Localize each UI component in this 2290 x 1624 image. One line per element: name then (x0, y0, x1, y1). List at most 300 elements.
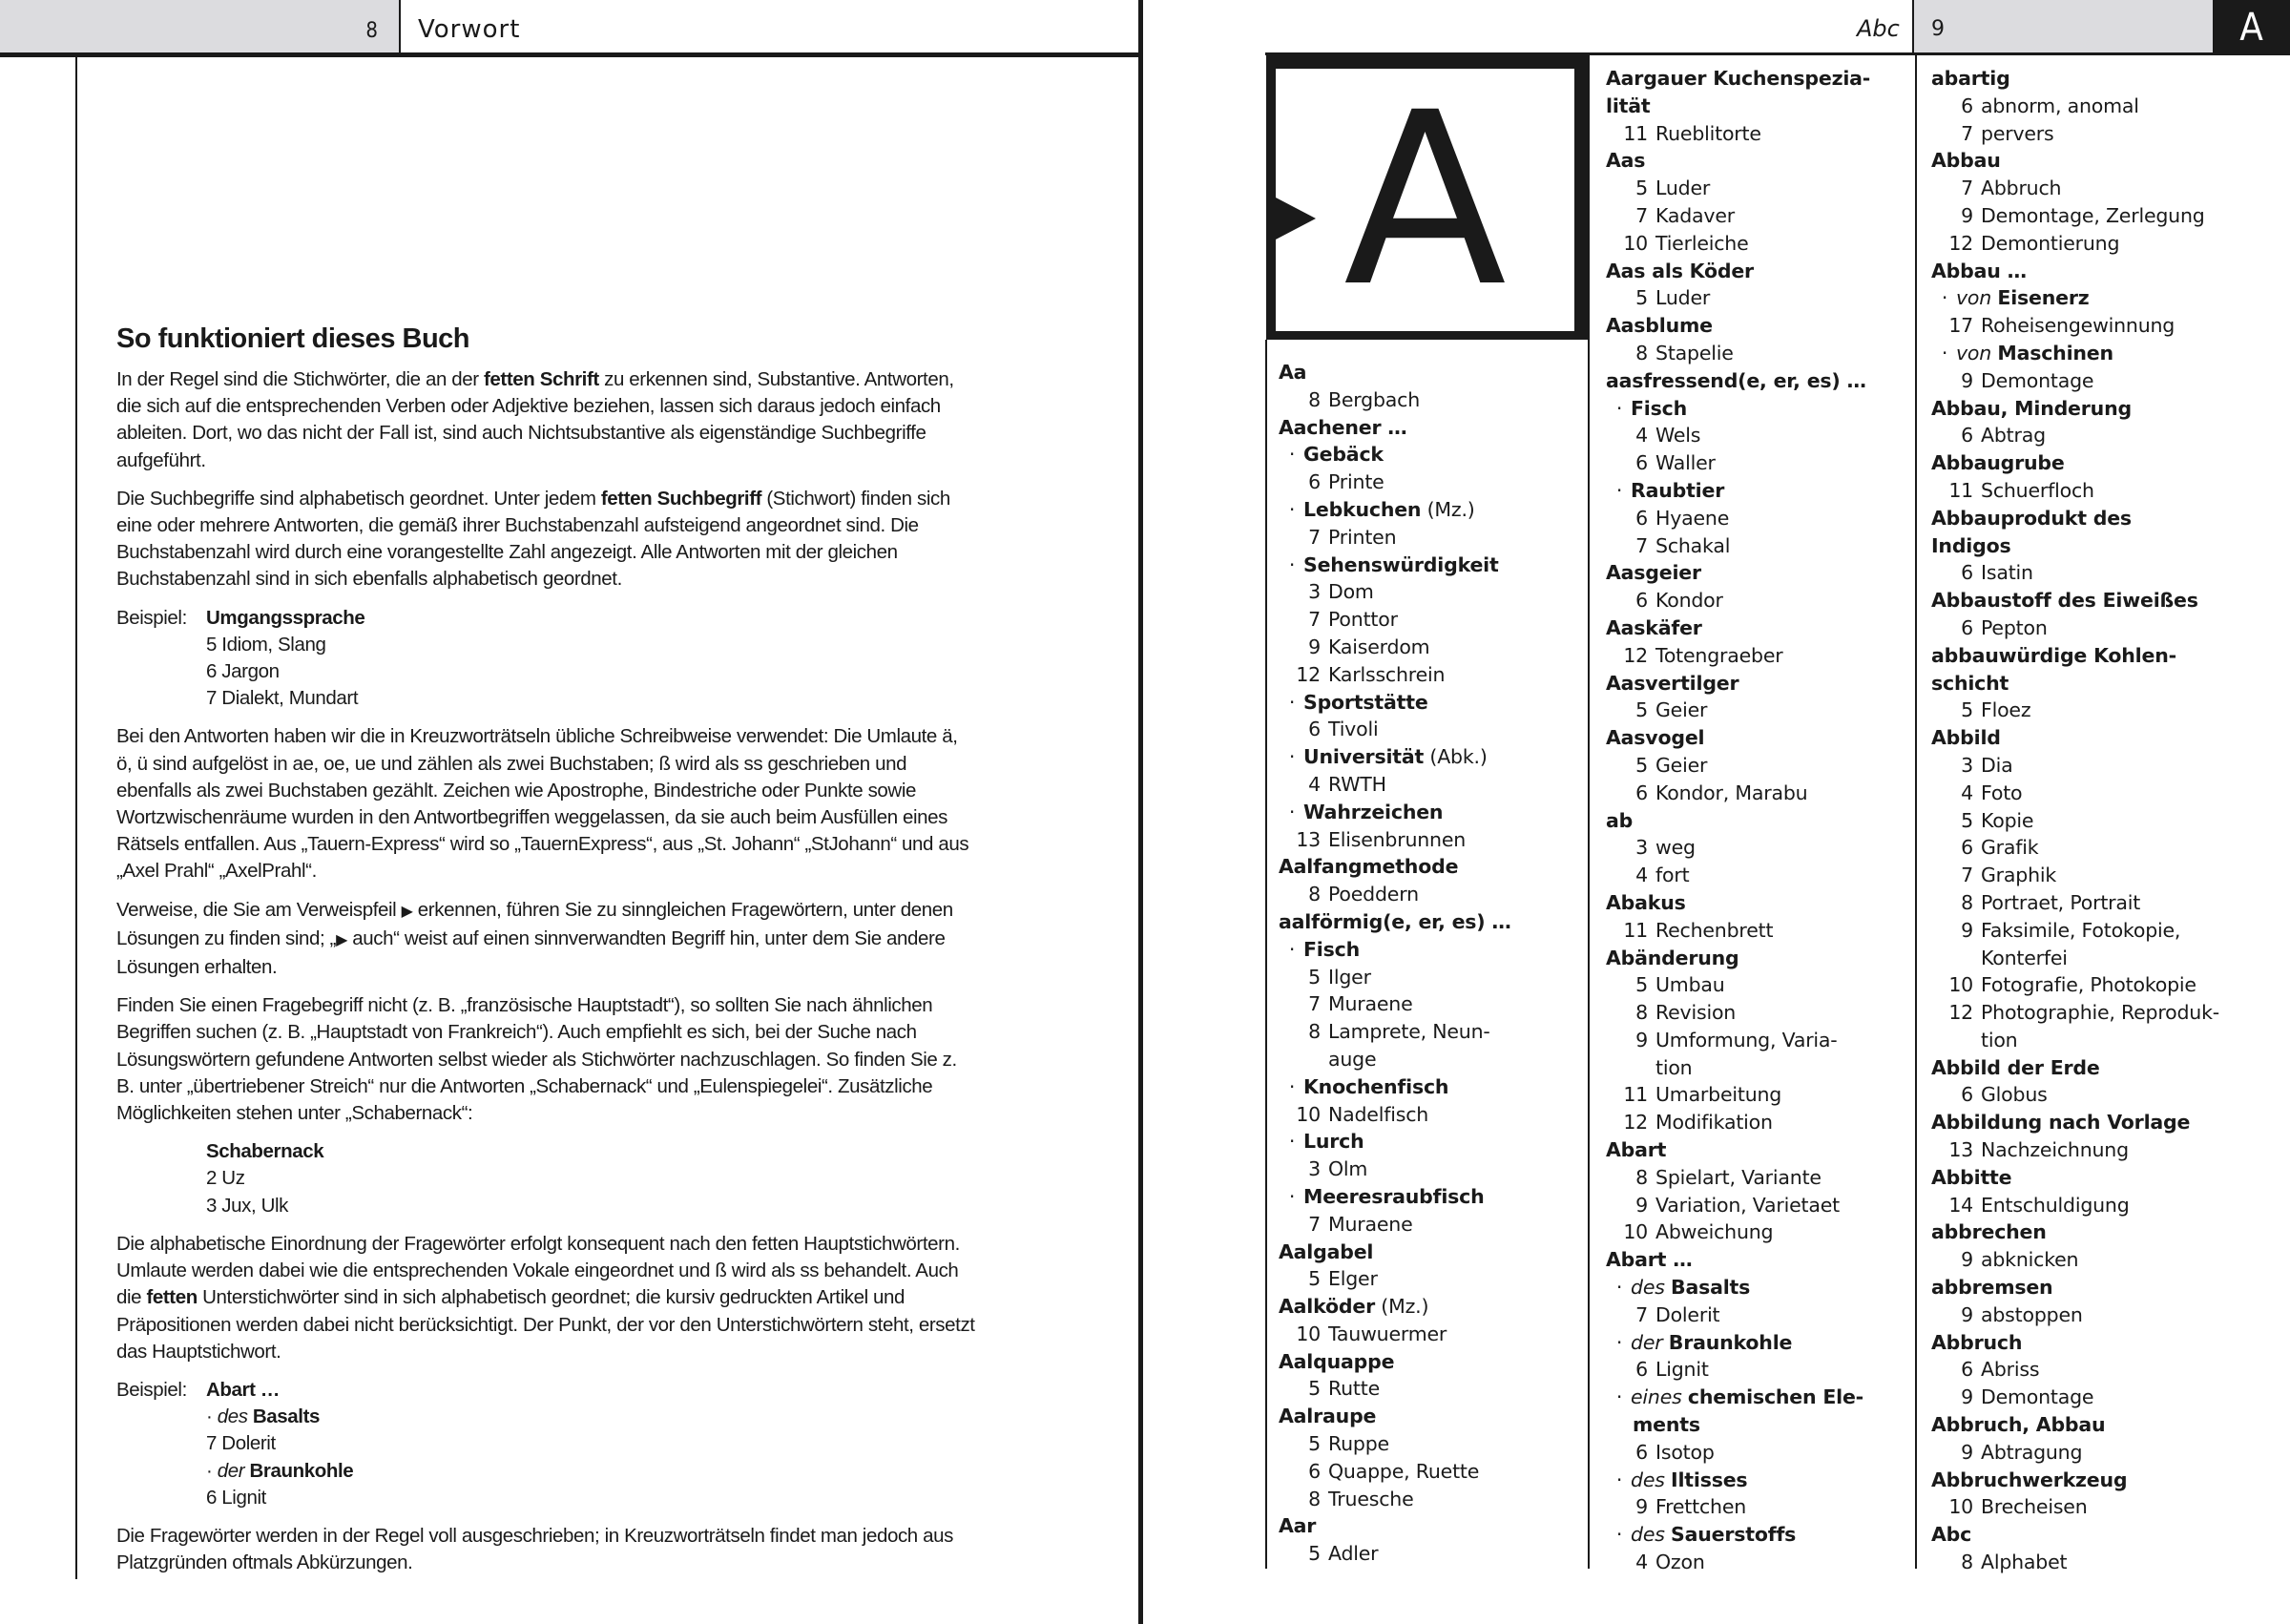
subentry (1931, 284, 2284, 312)
answer-line: Dolerit (1655, 1302, 1720, 1326)
answer-line: Isotop (1655, 1440, 1715, 1464)
subentry (1606, 395, 1911, 423)
letter-count: 4 (1961, 781, 1973, 804)
subentry (1606, 1274, 1911, 1301)
headword-text: Aaskäfer (1606, 615, 1702, 639)
headword (1606, 147, 1911, 175)
answer-words (1328, 771, 1584, 799)
answer-line: Karlsschrein (1328, 662, 1446, 686)
headword (1931, 587, 2284, 614)
subentry-term: Meeresraubfisch (1303, 1184, 1485, 1208)
example-answer: 2 Uz (206, 1167, 245, 1190)
headword-text: Abbruchwerkzeug (1931, 1468, 2128, 1491)
answer (1931, 752, 2284, 780)
headword-text: abbremsen (1931, 1276, 2053, 1300)
headword (1931, 258, 2284, 285)
answer-line: Ozon (1655, 1551, 1705, 1574)
answer-words (1328, 1156, 1584, 1183)
answer-words (1655, 202, 1911, 230)
answer-line: Quappe, Ruette (1328, 1459, 1480, 1483)
headword-text: lität (1606, 94, 1651, 117)
answer (1931, 834, 2284, 862)
answer (1931, 120, 2284, 148)
answer-words (1328, 826, 1584, 854)
subentry-term: Iltisses (1671, 1468, 1748, 1491)
bullet-icon: · (1615, 478, 1623, 502)
example-answer: 7 Dolerit (206, 1432, 276, 1455)
section-letter: A (1343, 61, 1508, 339)
bullet-icon: · (1615, 396, 1623, 420)
answer-words (1981, 1136, 2284, 1164)
answer-line: Frettchen (1655, 1495, 1747, 1519)
letter-count: 10 (1948, 1495, 1973, 1519)
subentry-term: ments (1633, 1413, 1700, 1437)
subentry (1279, 496, 1584, 524)
answer-words (1328, 964, 1584, 991)
letter-count: 5 (1635, 973, 1648, 997)
headword-text: Aalköder (1279, 1295, 1375, 1319)
letter-count: 9 (1308, 635, 1321, 658)
letter-count: 12 (1948, 1001, 1973, 1025)
article: von (1956, 286, 1998, 310)
dictionary-column-1 (1279, 359, 1584, 1568)
headword (1606, 945, 1911, 972)
example-answer: 3 Jux, Ulk (206, 1194, 288, 1217)
example-entry (206, 605, 364, 713)
answer-line: Abbruch (1981, 177, 2062, 200)
answer-line: Wels (1655, 424, 1701, 448)
subentry (1931, 340, 2284, 367)
answer-line: Bergbach (1328, 387, 1420, 411)
letter-count: 7 (1635, 1302, 1648, 1326)
answer-words (1655, 1081, 1911, 1109)
answer (1931, 862, 2284, 889)
subentry-term: Basalts (252, 1405, 321, 1428)
answer-line: Revision (1655, 1001, 1737, 1025)
letter-count: 9 (1961, 1302, 1973, 1326)
letter-count: 14 (1948, 1193, 1973, 1217)
answer-line: Foto (1981, 781, 2023, 804)
headword-text: Indigos (1931, 533, 2011, 557)
answer (1279, 1211, 1584, 1239)
letter-count: 6 (1961, 424, 1973, 448)
page-gutter (1138, 0, 1143, 1624)
answer (1279, 716, 1584, 743)
headword-text: Aas als Köder (1606, 259, 1754, 282)
letter-count: 5 (1635, 753, 1648, 777)
answer-line: Graphik (1981, 864, 2057, 887)
bullet-icon: · (1288, 443, 1296, 467)
headword-text: Aasblume (1606, 314, 1713, 338)
headword (1279, 1293, 1584, 1321)
answer-words (1655, 1164, 1911, 1192)
letter-count: 4 (1635, 424, 1648, 448)
answer-words (1981, 1493, 2284, 1521)
answer (1279, 964, 1584, 991)
answer-words (1981, 559, 2284, 587)
answer-line: Grafik (1981, 836, 2039, 860)
answer (1279, 1265, 1584, 1293)
answer-words (1981, 752, 2284, 780)
answer (1606, 422, 1911, 449)
example-answer: 7 Dialekt, Mundart (206, 687, 359, 710)
answer-line: Modifikation (1655, 1111, 1773, 1135)
answer-words (1655, 120, 1911, 148)
answer (1279, 1458, 1584, 1486)
answer (1931, 780, 2284, 807)
answer-words (1981, 999, 2284, 1054)
headword-text: Abbaustoff des Eiweißes (1931, 589, 2198, 613)
answer-line: weg (1655, 836, 1696, 860)
page-number-box (1914, 0, 2213, 53)
answer (1279, 1101, 1584, 1129)
answer-words (1655, 449, 1911, 477)
headword (1931, 724, 2284, 752)
headword-text: Abart (1606, 1138, 1667, 1162)
example-subentry (206, 1458, 353, 1485)
subentry-term: Fisch (1303, 937, 1360, 961)
answer (1606, 862, 1911, 889)
answer (1606, 1301, 1911, 1329)
subentry-note: (Mz.) (1421, 497, 1475, 521)
answer (1931, 1136, 2284, 1164)
page-number: 8 (365, 19, 378, 43)
page-number: 9 (1931, 17, 1945, 41)
answer-line: Waller (1655, 451, 1716, 475)
header-separator (399, 0, 401, 55)
letter-count: 6 (1635, 781, 1648, 804)
answer (1606, 1356, 1911, 1384)
answer (1606, 587, 1911, 614)
paragraph-7: Die Fragewörter werden in der Regel voll ausgeschrieben; in Kreuzworträtseln findet man jedoch aus Platzgründen oftmals Abkürzungen. (116, 1524, 953, 1574)
answer-line: Kadaver (1655, 203, 1735, 227)
answer (1931, 477, 2284, 505)
answer-words (1655, 999, 1911, 1027)
answer (1931, 1356, 2284, 1384)
letter-count: 4 (1308, 772, 1321, 796)
article: des (217, 1405, 253, 1428)
headword-text: abbauwürdige Kohlen- (1931, 643, 2176, 667)
headword (1931, 1521, 2284, 1549)
headword-text: Abbauprodukt des (1931, 506, 2132, 530)
letter-count: 7 (1308, 1212, 1321, 1236)
subentry (1606, 1467, 1911, 1494)
answer (1279, 990, 1584, 1018)
answer-line: Rutte (1328, 1377, 1381, 1401)
answer (1931, 1439, 2284, 1467)
headword (1279, 1239, 1584, 1266)
bullet-icon: · (1288, 937, 1296, 961)
answer (1606, 505, 1911, 532)
example-answer: 5 Idiom, Slang (206, 633, 326, 656)
headword-text: Aasvertilger (1606, 671, 1739, 695)
article: des (1631, 1276, 1672, 1300)
text-run: zu erkennen sind, Substantive. Antworten, die sich auf die entsprechenden Verben oder Adjektive beziehen, lassen sich daraus jedoch einfach ableiten. Dort, wo das nicht der Fall ist, sind auch Nichtsubstantive als eigenständige Suchbegriffe aufgeführt. (116, 368, 954, 471)
answer-line: Muraene (1328, 992, 1413, 1016)
letter-count: 13 (1296, 827, 1321, 851)
bold-term: fetten (146, 1286, 198, 1309)
answer (1606, 1027, 1911, 1082)
subentry-term: Lurch (1303, 1130, 1364, 1154)
letter-count: 6 (1308, 718, 1321, 741)
page-number-box (0, 0, 399, 53)
answer-line: Kondor (1655, 589, 1723, 613)
answer-words (1655, 340, 1911, 367)
answer (1279, 1018, 1584, 1073)
headword-note: (Mz.) (1374, 1295, 1429, 1319)
answer-words (1655, 1549, 1911, 1576)
headword-text: Abbildung nach Vorlage (1931, 1111, 2191, 1135)
answer (1606, 532, 1911, 560)
answer (1606, 340, 1911, 367)
answer-line: Demontierung (1981, 231, 2120, 255)
letter-count: 9 (1961, 1385, 1973, 1409)
letter-count: 5 (1961, 698, 1973, 722)
letter-count: 8 (1961, 1551, 1973, 1574)
letter-count: 8 (1308, 883, 1321, 906)
headword-text: aasfressend(e, er, es) … (1606, 368, 1866, 392)
letter-count: 10 (1948, 973, 1973, 997)
answer-words (1981, 1439, 2284, 1467)
article: des (1631, 1468, 1672, 1491)
answer-words (1328, 1101, 1584, 1129)
answer-words (1981, 422, 2284, 449)
headword (1931, 642, 2284, 697)
answer-words (1981, 1356, 2284, 1384)
letter-count: 12 (1623, 1111, 1648, 1135)
example-headword: Schabernack (206, 1140, 324, 1163)
letter-count: 7 (1308, 608, 1321, 632)
headword (1931, 1329, 2284, 1357)
answer-line: Dia (1981, 753, 2013, 777)
headword (1931, 1164, 2284, 1192)
answer (1606, 1493, 1911, 1521)
letter-count: 6 (1308, 1459, 1321, 1483)
answer-line: Hyaene (1655, 506, 1730, 530)
answer-line: Abriss (1981, 1358, 2040, 1382)
subentry (1279, 799, 1584, 826)
headword (1279, 908, 1584, 936)
answer (1931, 917, 2284, 972)
letter-count: 8 (1635, 1165, 1648, 1189)
letter-count: 11 (1948, 478, 1973, 502)
answer-words (1981, 367, 2284, 395)
answer-words (1328, 634, 1584, 661)
answer-words (1328, 468, 1584, 496)
example-label: Beispiel: (116, 606, 187, 629)
answer (1606, 1081, 1911, 1109)
headword-text: Abbruch, Abbau (1931, 1413, 2106, 1437)
letter-count: 8 (1961, 890, 1973, 914)
article: eines (1631, 1385, 1688, 1409)
answer (1279, 1540, 1584, 1568)
example-schabernack (206, 1138, 975, 1219)
answer-words (1981, 834, 2284, 862)
answer-line: pervers (1981, 121, 2054, 145)
answer-line: abstoppen (1981, 1302, 2083, 1326)
answer (1931, 999, 2284, 1054)
answer-line: Abtragung (1981, 1440, 2083, 1464)
answer-line: Elger (1328, 1267, 1378, 1291)
answer (1606, 449, 1911, 477)
answer (1931, 93, 2284, 120)
headword (1279, 1348, 1584, 1376)
letter-count: 17 (1948, 314, 1973, 338)
example-abart (116, 1377, 975, 1511)
headword (1931, 395, 2284, 423)
answer (1606, 230, 1911, 258)
headword-text: Abänderung (1606, 946, 1739, 969)
headword (1931, 1218, 2284, 1246)
answer-words (1655, 587, 1911, 614)
answer-line: RWTH (1328, 772, 1386, 796)
answer-words (1328, 578, 1584, 606)
article: der (1631, 1330, 1669, 1354)
headword (1606, 312, 1911, 340)
headword-text: Aasgeier (1606, 561, 1701, 585)
dictionary-column-2 (1606, 65, 1911, 1576)
letter-count: 6 (1308, 470, 1321, 494)
answer-words (1981, 477, 2284, 505)
answer (1606, 1218, 1911, 1246)
answer-line: Dom (1328, 580, 1374, 604)
answer-line: fort (1655, 864, 1690, 887)
answer (1279, 1486, 1584, 1513)
answer-words (1655, 1218, 1911, 1246)
running-head: Vorwort (418, 15, 521, 44)
answer-words (1655, 917, 1911, 945)
letter-count: 9 (1961, 203, 1973, 227)
answer-line: Roheisengewinnung (1981, 314, 2176, 338)
article: von (1956, 341, 1998, 364)
answer (1931, 697, 2284, 724)
answer (1279, 1430, 1584, 1458)
subentry (1279, 1183, 1584, 1211)
answer-words (1655, 1301, 1911, 1329)
answer-words (1328, 1540, 1584, 1568)
answer-line: tion (1655, 1055, 1693, 1079)
answer-words (1655, 532, 1911, 560)
letter-count: 7 (1961, 864, 1973, 887)
subentry (1279, 441, 1584, 468)
bullet-icon: · (1615, 1523, 1623, 1547)
answer-words (1981, 1246, 2284, 1274)
letter-count: 10 (1296, 1322, 1321, 1345)
answer (1606, 175, 1911, 202)
subentry (1606, 477, 1911, 505)
column-rule (1915, 54, 1917, 1569)
headword-text: Abart … (1606, 1248, 1693, 1272)
headword (1606, 367, 1911, 395)
subentry-term: Braunkohle (1668, 1330, 1793, 1354)
headword-text: Aalgabel (1279, 1239, 1374, 1263)
headword-text: Abbild der Erde (1931, 1055, 2100, 1079)
answer (1606, 1549, 1911, 1576)
letter-count: 12 (1296, 662, 1321, 686)
headword (1279, 1403, 1584, 1430)
letter-count: 10 (1623, 1220, 1648, 1244)
answer (1931, 889, 2284, 917)
answer-line: Ponttor (1328, 608, 1398, 632)
section-letter-box (1266, 54, 1588, 340)
headword (1931, 65, 2284, 93)
subentry (1606, 1329, 1911, 1357)
answer (1606, 284, 1911, 312)
example-headword: Umgangssprache (206, 606, 365, 629)
answer (1931, 1384, 2284, 1411)
answer-line: Faksimile, Fotokopie, (1981, 918, 2181, 942)
answer-words (1655, 1493, 1911, 1521)
answer-words (1328, 524, 1584, 552)
answer-words (1981, 780, 2284, 807)
answer-words (1655, 971, 1911, 999)
answer-line: Umformung, Varia- (1655, 1028, 1838, 1051)
answer-line: Olm (1328, 1157, 1368, 1181)
answer (1606, 917, 1911, 945)
letter-count: 6 (1635, 1440, 1648, 1464)
answer (1931, 1081, 2284, 1109)
subentry (1279, 1073, 1584, 1101)
answer-words (1981, 971, 2284, 999)
example-answer: 6 Lignit (206, 1486, 266, 1509)
text-run: Die Suchbegriffe sind alphabetisch geordnet. Unter jedem (116, 487, 601, 510)
letter-count: 6 (1635, 506, 1648, 530)
answer-line: Geier (1655, 698, 1708, 722)
subentry (1279, 552, 1584, 579)
headword-text: Aa (1279, 361, 1307, 384)
subentry-term: Eisenerz (1997, 286, 2090, 310)
letter-count: 6 (1961, 615, 1973, 639)
answer-line: Luder (1655, 286, 1711, 310)
example-answer: 6 Jargon (206, 660, 280, 683)
headword (1279, 853, 1584, 881)
answer-words (1655, 230, 1911, 258)
thumb-index-tab[interactable]: A (2213, 0, 2290, 55)
headword (1279, 359, 1584, 386)
answer-words (1655, 1027, 1911, 1082)
letter-count: 4 (1635, 864, 1648, 887)
answer-line: Globus (1981, 1083, 2048, 1107)
letter-count: 12 (1948, 231, 1973, 255)
headword-text: abartig (1931, 67, 2010, 90)
headword (1606, 724, 1911, 752)
subentry-term: Fisch (1631, 396, 1687, 420)
answer (1279, 881, 1584, 908)
letter-count: 6 (1961, 1358, 1973, 1382)
subentry-term: Gebäck (1303, 443, 1384, 467)
column-rule (1265, 340, 1267, 1569)
answer-words (1328, 1321, 1584, 1348)
letter-count: 10 (1296, 1102, 1321, 1126)
answer-line: Kaiserdom (1328, 635, 1430, 658)
answer-words (1981, 697, 2284, 724)
answer (1279, 1375, 1584, 1403)
answer-words (1981, 862, 2284, 889)
letter-count: 9 (1961, 1440, 1973, 1464)
letter-count: 5 (1961, 808, 1973, 832)
letter-count: 7 (1635, 203, 1648, 227)
answer (1931, 312, 2284, 340)
answer-line: Photographie, Reproduk- (1981, 1001, 2219, 1025)
headword-text: Aalquappe (1279, 1349, 1395, 1373)
answer-line: abnorm, anomal (1981, 94, 2139, 117)
answer-words (1981, 1192, 2284, 1219)
letter-count: 7 (1308, 992, 1321, 1016)
answer-words (1981, 202, 2284, 230)
headword (1606, 258, 1911, 285)
subentry-term: Basalts (1671, 1276, 1751, 1300)
bullet-icon: · (1288, 1074, 1296, 1098)
